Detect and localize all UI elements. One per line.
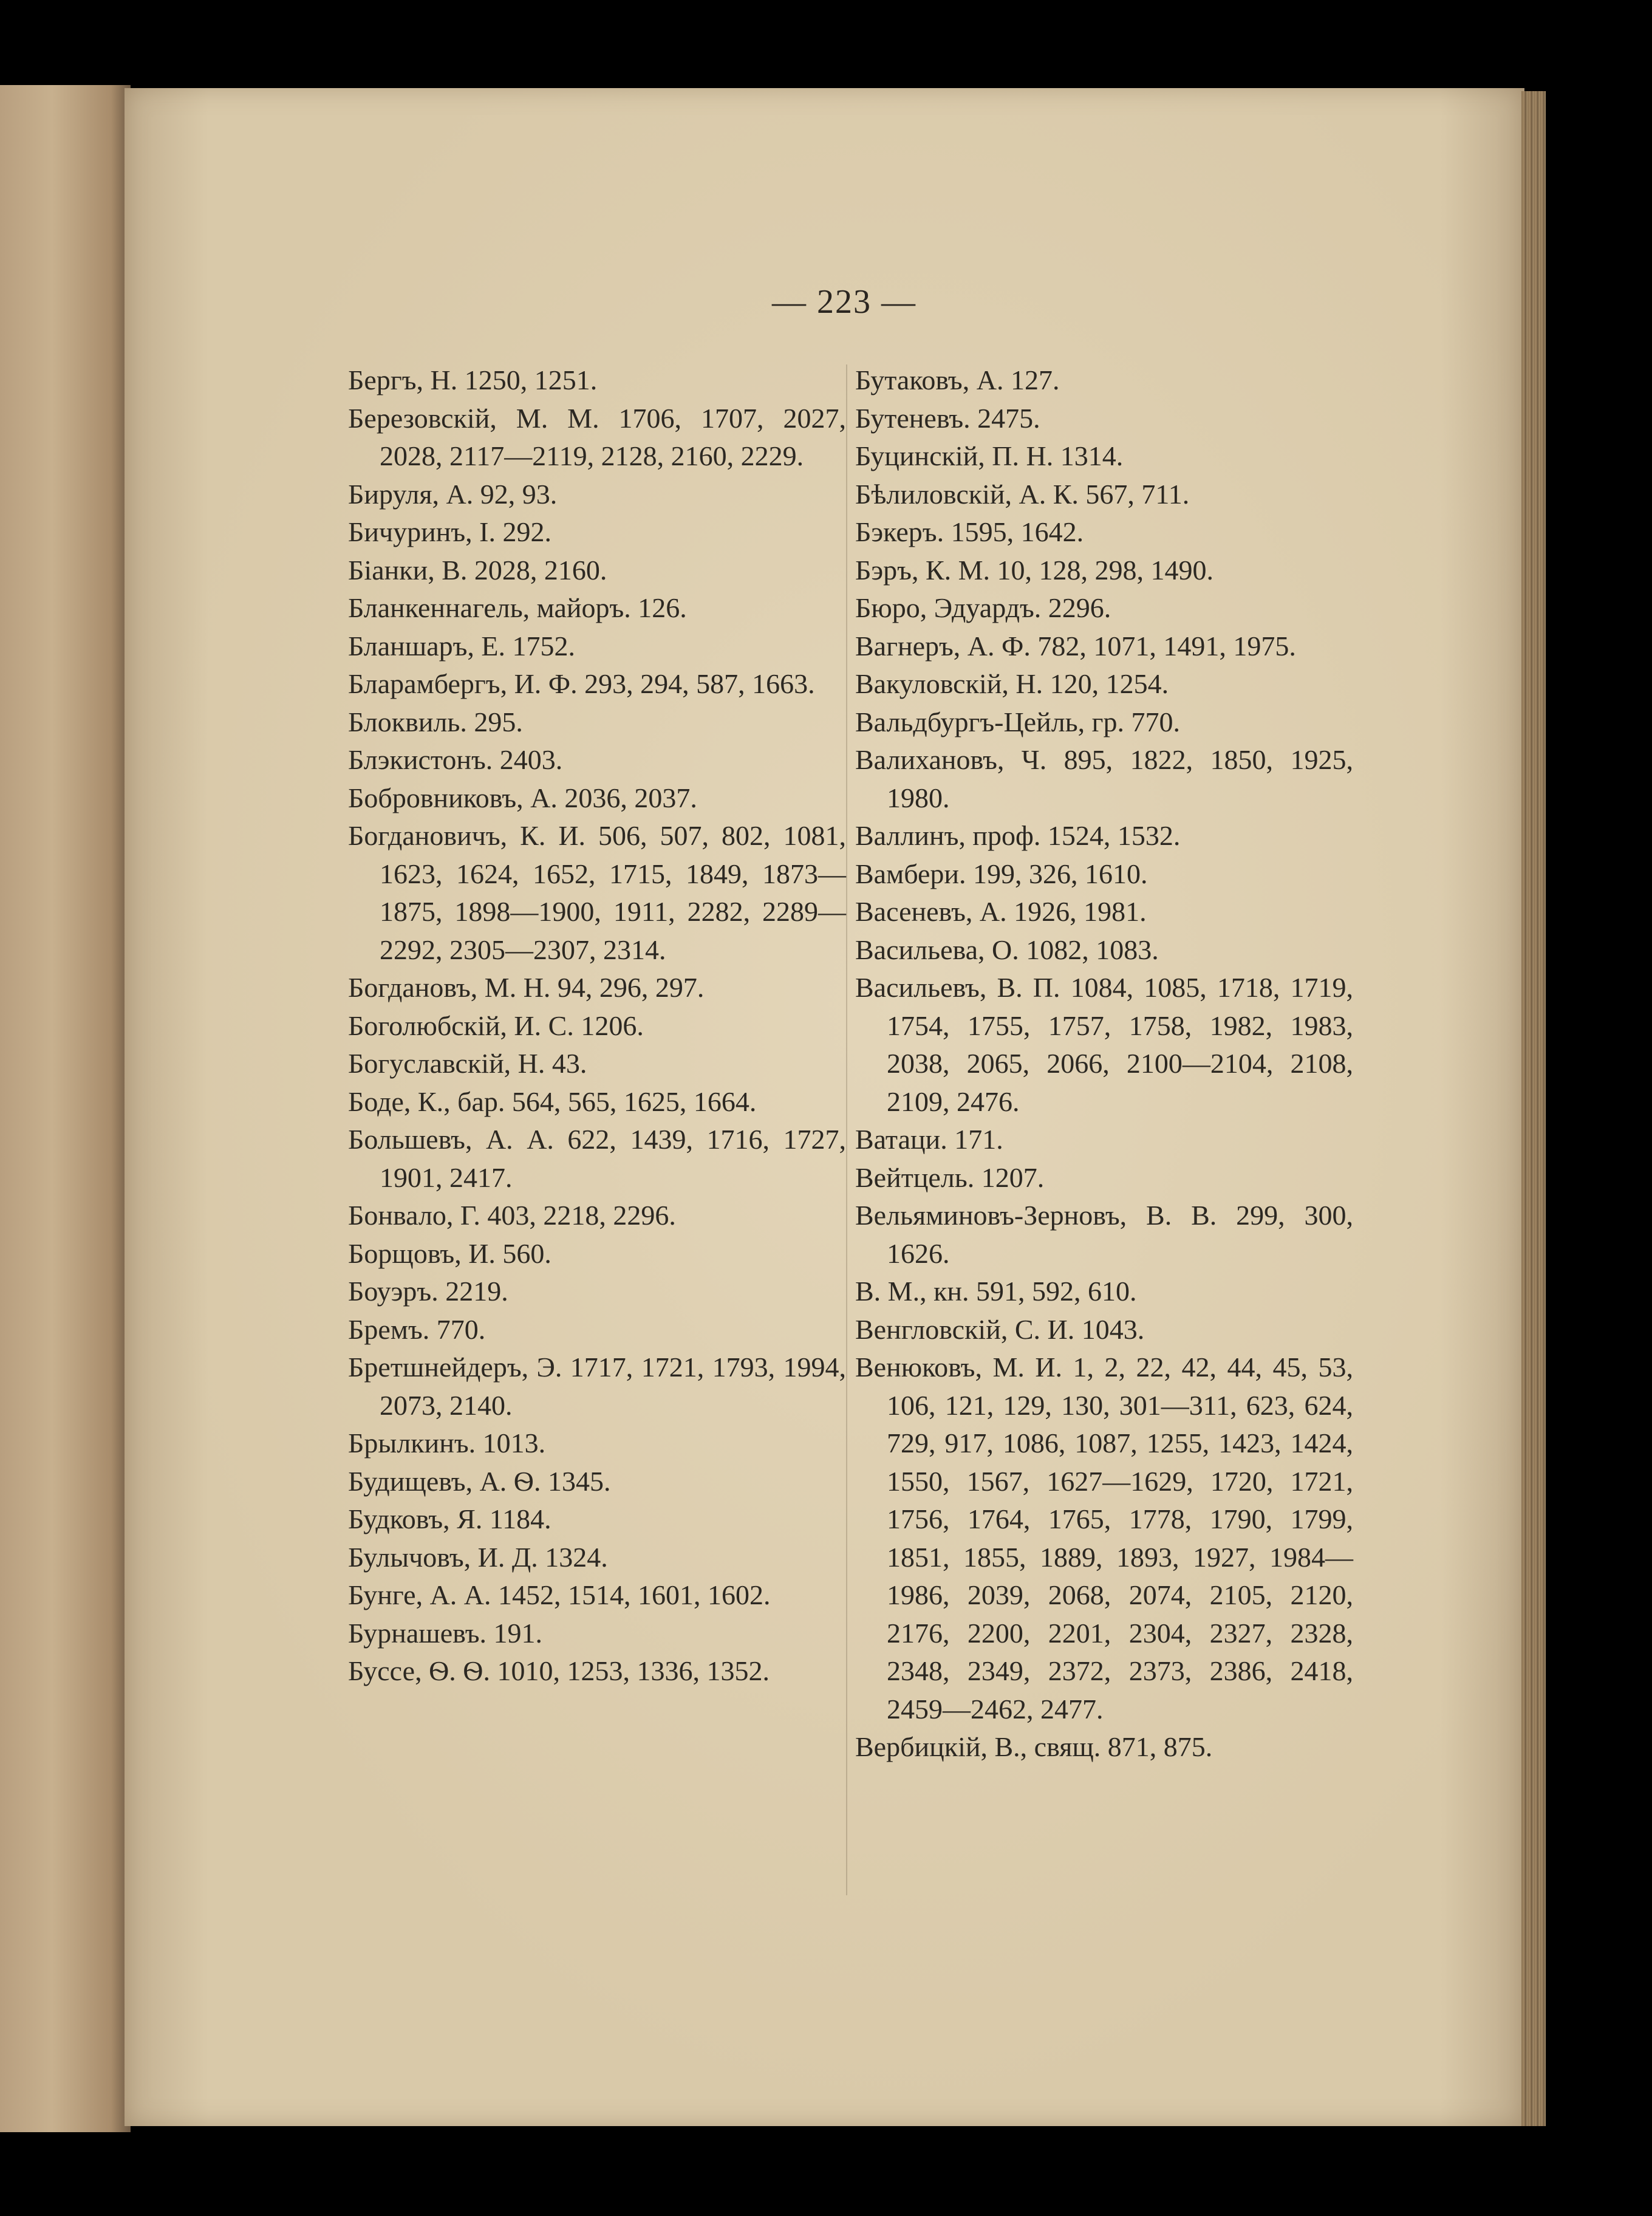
index-column-right — [855, 361, 1353, 1766]
index-entry: Бобровниковъ, А. 2036, 2037. — [348, 782, 697, 813]
index-entry: Богдановичъ, К. И. 506, 507, 802, 1081, 1623, 1624, 1652, 1715, 1849, 1873—1875, 1898—1900, 1911, 2282, 2289—2292, 2305—2307, 2314. — [348, 820, 846, 965]
index-entry: Большевъ, А. А. 622, 1439, 1716, 1727, 1901, 2417. — [348, 1124, 846, 1193]
index-entry: Валихановъ, Ч. 895, 1822, 1850, 1925, 1980. — [855, 744, 1353, 813]
index-column-left — [348, 361, 846, 1691]
index-entry: Бэръ, К. М. 10, 128, 298, 1490. — [855, 554, 1214, 586]
index-entry: Бларамбергъ, И. Ф. 293, 294, 587, 1663. — [348, 668, 815, 699]
index-entry: Вальдбургъ-Цейль, гр. 770. — [855, 706, 1181, 737]
index-entry: Валлинъ, проф. 1524, 1532. — [855, 820, 1181, 851]
index-entry: Булычовъ, И. Д. 1324. — [348, 1541, 608, 1573]
index-entry: Бергъ, Н. 1250, 1251. — [348, 364, 598, 395]
index-entry: Бланкеннагель, майоръ. 126. — [348, 592, 687, 623]
index-entry: Біанки, В. 2028, 2160. — [348, 554, 607, 586]
index-entry: Борщовъ, И. 560. — [348, 1237, 551, 1269]
index-entry: Вейтцель. 1207. — [855, 1161, 1045, 1193]
index-entry: Вельяминовъ-Зерновъ, В. В. 299, 300, 1626. — [855, 1200, 1353, 1269]
index-entry: Бутеневъ. 2475. — [855, 402, 1040, 434]
index-entry: Бунге, А. А. 1452, 1514, 1601, 1602. — [348, 1579, 771, 1610]
index-entry: Бичуринъ, І. 292. — [348, 516, 552, 547]
index-entry: Богуславскій, Н. 43. — [348, 1048, 587, 1079]
page-number: — 223 — — [772, 283, 916, 321]
index-entry: Боголюбскій, И. С. 1206. — [348, 1010, 644, 1041]
index-entry: В. М., кн. 591, 592, 610. — [855, 1276, 1137, 1307]
index-entry: Бремъ. 770. — [348, 1313, 486, 1345]
index-entry: Васильевъ, В. П. 1084, 1085, 1718, 1719, 1754, 1755, 1757, 1758, 1982, 1983, 2038, 2065, 2066, 2100—2104, 2108, 2109, 2476. — [855, 972, 1353, 1117]
index-entry: Ватаци. 171. — [855, 1124, 1003, 1155]
index-entry: Бюро, Эдуардъ. 2296. — [855, 592, 1111, 623]
index-entry: Венгловскій, С. И. 1043. — [855, 1313, 1145, 1345]
index-entry: Блэкистонъ. 2403. — [348, 744, 563, 775]
index-entry: Буссе, Ѳ. Ѳ. 1010, 1253, 1336, 1352. — [348, 1655, 770, 1686]
index-entry: Боде, К., бар. 564, 565, 1625, 1664. — [348, 1086, 757, 1117]
index-entry: Бѣлиловскій, А. К. 567, 711. — [855, 478, 1190, 510]
page-block-edges — [1521, 91, 1546, 2126]
index-entry: Блоквиль. 295. — [348, 706, 523, 737]
index-entry: Бретшнейдеръ, Э. 1717, 1721, 1793, 1994, 2073, 2140. — [348, 1352, 846, 1421]
index-entry: Бэкеръ. 1595, 1642. — [855, 516, 1084, 547]
index-entry: Васильева, О. 1082, 1083. — [855, 934, 1159, 965]
index-entry: Вербицкій, В., свящ. 871, 875. — [855, 1731, 1213, 1762]
index-entry: Брылкинъ. 1013. — [348, 1428, 546, 1459]
index-entry: Вакуловскій, Н. 120, 1254. — [855, 668, 1169, 699]
index-entry: Бланшаръ, Е. 1752. — [348, 630, 576, 662]
index-entry: Венюковъ, М. И. 1, 2, 22, 42, 44, 45, 53, 106, 121, 129, 130, 301—311, 623, 624, 729, 917, 1086, 1087, 1255, 1423, 1424, 1550, 1567, 1627—1629, 1720, 1721, 1756, 1764, 1765, 1778, 1790, 1799, 1851, 1855, 1889, 1893, 1927, 1984—1986, 2039, 2068, 2074, 2105, 2120, 2176, 2200, 2201, 2304, 2327, 2328, 2348, 2349, 2372, 2373, 2386, 2418, 2459—2462, 2477. — [855, 1352, 1353, 1725]
index-entry: Бурнашевъ. 191. — [348, 1617, 543, 1649]
index-entry: Вагнеръ, А. Ф. 782, 1071, 1491, 1975. — [855, 630, 1296, 662]
index-entry: Буцинскій, П. Н. 1314. — [855, 440, 1124, 471]
index-entry: Васеневъ, А. 1926, 1981. — [855, 896, 1147, 927]
index-entry: Будковъ, Я. 1184. — [348, 1503, 551, 1534]
index-entry: Боуэръ. 2219. — [348, 1276, 508, 1307]
index-entry: Бонвало, Г. 403, 2218, 2296. — [348, 1200, 676, 1231]
index-entry: Вамбери. 199, 326, 1610. — [855, 858, 1148, 889]
index-entry: Березовскій, М. М. 1706, 1707, 2027, 2028, 2117—2119, 2128, 2160, 2229. — [348, 402, 846, 471]
index-entry: Богдановъ, М. Н. 94, 296, 297. — [348, 972, 705, 1003]
index-entry: Будищевъ, А. Ѳ. 1345. — [348, 1465, 611, 1497]
previous-page-edge — [0, 85, 131, 2132]
index-entry: Бируля, А. 92, 93. — [348, 478, 558, 510]
index-entry: Бутаковъ, А. 127. — [855, 364, 1060, 395]
column-divider — [846, 364, 847, 1895]
